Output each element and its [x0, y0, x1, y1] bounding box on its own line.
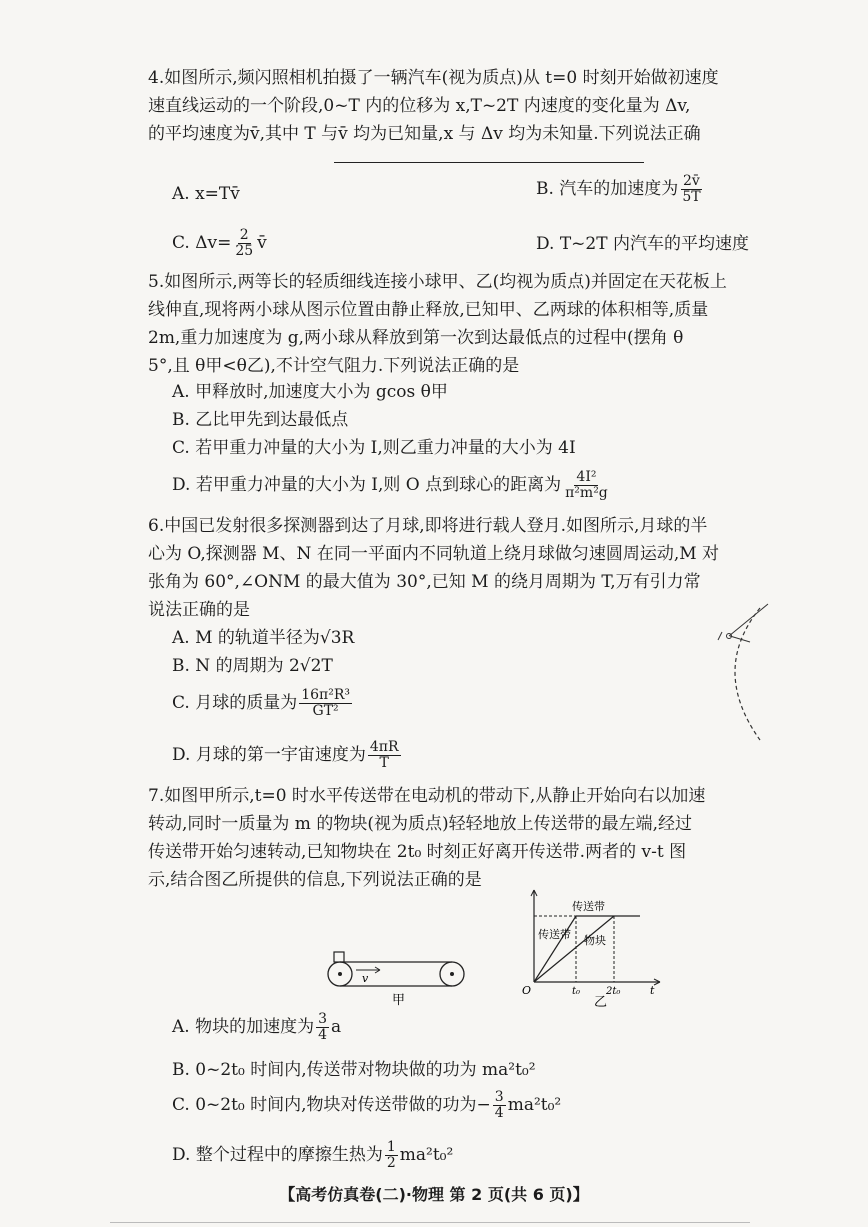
q6-option-c-fraction — [299, 688, 352, 719]
fraction-denominator: 2 — [386, 1155, 396, 1171]
q6-option-d-fraction — [368, 740, 401, 771]
q7-figure-yi — [518, 886, 664, 1008]
q5-line2: 线伸直,现将两小球从图示位置由静止释放,已知甲、乙两球的体积相等,质量 — [148, 300, 709, 320]
q7-figure-jia — [322, 950, 474, 1008]
origin-label: O — [522, 984, 532, 997]
q4-figure-line — [334, 162, 644, 163]
fraction-denominator: 4 — [494, 1105, 504, 1121]
q6-orbit-figure — [700, 600, 868, 750]
q6-option-d-text: D. 月球的第一宇宙速度为 — [172, 745, 366, 765]
q6-line3: 张角为 60°,∠ONM 的最大值为 30°,已知 M 的绕月周期为 T,万有引力常 — [148, 572, 701, 592]
q7-option-a-fraction — [316, 1012, 329, 1043]
tangent-line — [730, 636, 750, 642]
q5-option-a: A. 甲释放时,加速度大小为 gcos θ甲 — [172, 382, 448, 402]
tick-2t0: 2t₀ — [606, 986, 621, 997]
q6-option-c — [172, 688, 354, 719]
block-line — [534, 916, 614, 982]
fraction-denominator: T — [379, 755, 389, 771]
q7-option-d — [172, 1140, 453, 1171]
q4-line1: 4.如图所示,频闪照相机拍摄了一辆汽车(视为质点)从 t=0 时刻开始做初速度 — [148, 68, 719, 88]
tick-t0: t₀ — [572, 986, 581, 997]
fraction-numerator: 3 — [318, 1011, 328, 1027]
q5-line1: 5.如图所示,两等长的轻质细线连接小球甲、乙(均视为质点)并固定在天花板上 — [148, 272, 727, 292]
fraction-denominator: 4 — [318, 1027, 328, 1043]
fraction-denominator: 25 — [235, 243, 254, 259]
q6-line2: 心为 O,探测器 M、N 在同一平面内不同轨道上绕月球做匀速圆周运动,M 对 — [148, 544, 720, 564]
label-belt-side: 传送带 — [538, 928, 571, 941]
label-belt-top: 传送带 — [572, 900, 605, 913]
fraction-denominator: 5T — [682, 189, 701, 205]
q7-line3: 传送带开始匀速转动,已知物块在 2t₀ 时刻正好离开传送带.两者的 v-t 图 — [148, 842, 687, 862]
q7-option-c — [172, 1090, 561, 1121]
q4-line3: 的平均速度为v̄,其中 T 与v̄ 均为已知量,x 与 Δv 均为未知量.下列说法正确 — [148, 124, 701, 144]
q6-line4: 说法正确的是 — [148, 600, 250, 620]
q4-option-b — [536, 174, 705, 205]
fraction-numerator: 4πR — [369, 739, 399, 755]
q5-line4: 5°,且 θ甲<θ乙),不计空气阻力.下列说法正确的是 — [148, 356, 520, 376]
q7-option-b: B. 0~2t₀ 时间内,传送带对物块做的功为 ma²t₀² — [172, 1060, 536, 1080]
q7-option-a-text: A. 物块的加速度为 — [172, 1017, 315, 1037]
figure-jia-caption: 甲 — [392, 993, 406, 1008]
block-icon — [334, 952, 344, 962]
q6-option-a: A. M 的轨道半径为√3R — [172, 628, 355, 648]
q5-option-b: B. 乙比甲先到达最低点 — [172, 410, 349, 430]
q4-option-b-fraction — [680, 174, 702, 205]
q4-option-c-text: C. Δv= — [172, 233, 232, 253]
q6-option-c-text: C. 月球的质量为 — [172, 693, 298, 713]
q7-option-c-fraction — [493, 1090, 506, 1121]
t-axis-label: t — [650, 984, 655, 997]
fraction-numerator: 2 — [239, 227, 249, 243]
fraction-denominator: π²m²g — [565, 485, 608, 501]
q7-option-d-text: D. 整个过程中的摩擦生热为 — [172, 1145, 383, 1165]
q7-option-c-tail: ma²t₀² — [507, 1095, 562, 1115]
fraction-numerator: 3 — [494, 1089, 504, 1105]
belt-accel-line — [534, 916, 576, 982]
fraction-denominator: GT² — [312, 703, 339, 719]
q5-line3: 2m,重力加速度为 g,两小球从释放到第一次到达最低点的过程中(摆角 θ — [148, 328, 684, 348]
q7-option-d-fraction — [385, 1140, 398, 1171]
velocity-label: v — [362, 972, 369, 985]
fraction-numerator: 4I² — [576, 469, 597, 485]
page-footer: 【高考仿真卷(二)·物理 第 2 页(共 6 页)】 — [279, 1185, 589, 1204]
q5-option-c: C. 若甲重力冲量的大小为 I,则乙重力冲量的大小为 4I — [172, 438, 576, 458]
q5-option-d-text: D. 若甲重力冲量的大小为 I,则 O 点到球心的距离为 — [172, 475, 562, 495]
fraction-numerator: 16π²R³ — [301, 687, 350, 703]
q4-option-c-tail: v̄ — [257, 233, 267, 253]
q7-option-d-tail: ma²t₀² — [399, 1145, 454, 1165]
q6-option-b: B. N 的周期为 2√2T — [172, 656, 333, 676]
q4-option-b-text: B. 汽车的加速度为 — [536, 179, 679, 199]
q5-option-d — [172, 470, 612, 501]
q4-option-d: D. T~2T 内汽车的平均速度 — [536, 234, 749, 254]
tick-mark — [718, 632, 722, 640]
q4-option-c — [172, 228, 267, 259]
q4-option-a: A. x=Tv̄ — [172, 184, 240, 204]
q7-option-a-tail: a — [331, 1017, 342, 1037]
q7-line1: 7.如图甲所示,t=0 时水平传送带在电动机的带动下,从静止开始向右以加速 — [148, 786, 706, 806]
q7-line4: 示,结合图乙所提供的信息,下列说法正确的是 — [148, 870, 482, 890]
q7-option-a — [172, 1012, 341, 1043]
q4-line2: 速直线运动的一个阶段,0~T 内的位移为 x,T~2T 内速度的变化量为 Δv, — [148, 96, 691, 116]
right-pulley-axle — [450, 972, 454, 976]
fraction-numerator: 2v̄ — [683, 173, 700, 189]
q6-line1: 6.中国已发射很多探测器到达了月球,即将进行载人登月.如图所示,月球的半 — [148, 516, 708, 536]
fraction-numerator: 1 — [386, 1139, 396, 1155]
left-pulley-axle — [338, 972, 342, 976]
figure-yi-caption: 乙 — [594, 995, 608, 1008]
q5-option-d-fraction — [563, 470, 610, 501]
q7-option-c-text: C. 0~2t₀ 时间内,物块对传送带做的功为− — [172, 1095, 491, 1115]
label-block: 物块 — [584, 934, 606, 947]
radius-line — [729, 604, 768, 636]
q4-option-c-fraction — [233, 228, 255, 259]
bottom-divider — [110, 1222, 750, 1223]
q7-line2: 转动,同时一质量为 m 的物块(视为质点)轻轻地放上传送带的最左端,经过 — [148, 814, 692, 834]
q6-option-d — [172, 740, 403, 771]
